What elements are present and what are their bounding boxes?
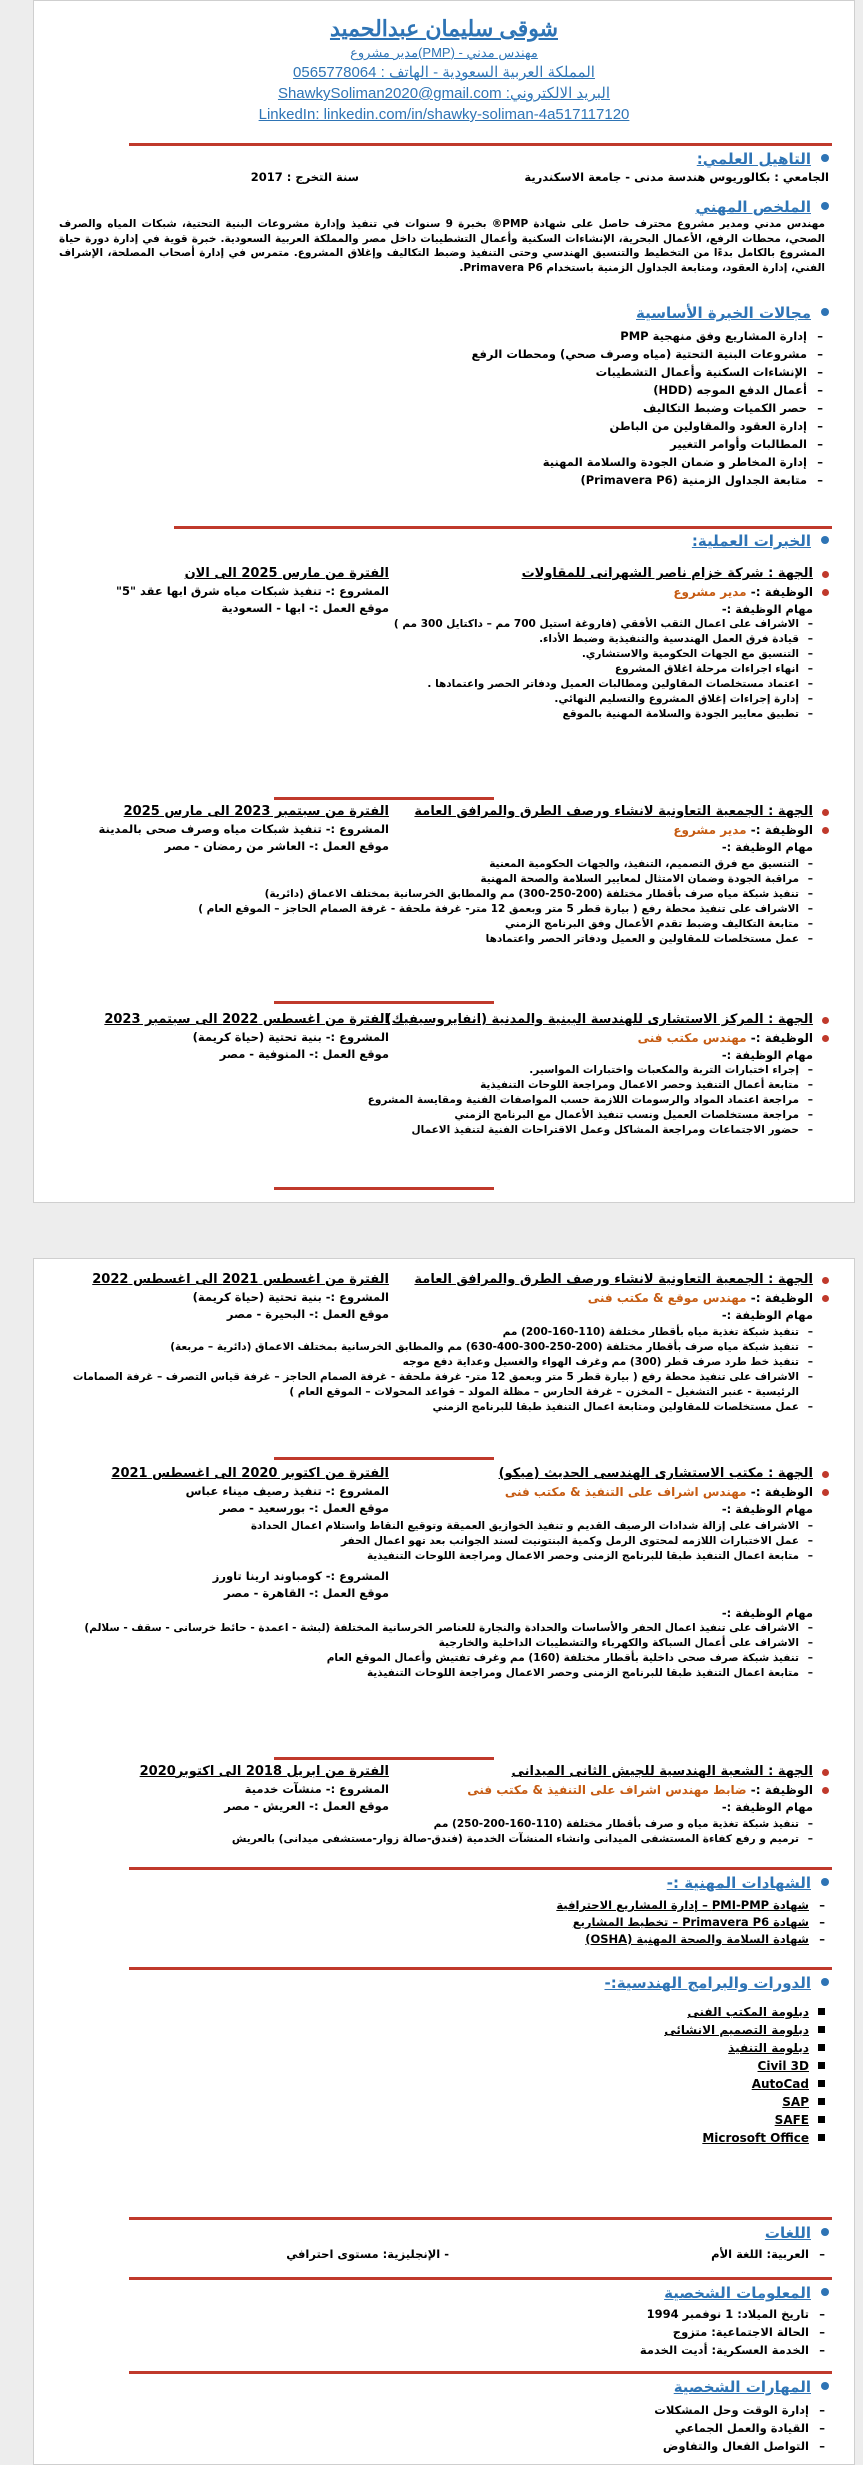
certificate-item: – شهادة PMI-PMP – إدارة المشاريع الاحترافية <box>59 1897 829 1914</box>
cv-page-1 <box>33 0 855 1203</box>
job-entry <box>59 1465 829 1679</box>
bullet-icon <box>821 2288 829 2296</box>
job-period: الفترة من اغسطس 2021 الى اغسطس 2022 <box>92 1272 389 1287</box>
cv-header <box>34 1 854 125</box>
course-item: دبلومة التصميم الانشائى <box>59 2021 829 2039</box>
divider <box>274 797 494 800</box>
job-entry <box>59 565 829 720</box>
task-item: – عمل الاختبارات اللازمه لمحتوى الرمل وكمية البنتونيت لسند الجوانب بعد تهو اعمال الحفر <box>59 1534 829 1549</box>
job-role: الوظيفة :- مهندس مكتب فنى <box>354 1029 829 1047</box>
job-project: المشروع :- كومباوند ارينا تاورز <box>212 1569 389 1583</box>
task-item: – الاشراف على إزالة شدادات الرصيف القديم و تنفيذ الخوازيق العميقة وتوقيع النقاط واستلام اعمال الحدادة <box>59 1519 829 1534</box>
job-site: موقع العمل :- القاهرة - مصر <box>224 1586 389 1600</box>
section-title: المهارات الشخصية <box>59 2377 829 2397</box>
task-item: – إدارة إجراءات إغلاق المشروع والتسليم النهائي. <box>354 692 829 707</box>
section-title: المعلومات الشخصية <box>59 2283 829 2303</box>
certificate-item: – شهادة السلامة والصحة المهنية (OSHA) <box>59 1931 829 1948</box>
task-item: – عمل مستخلصات للمقاولين و العميل ودفاتر الحصر واعتمادها <box>59 932 829 947</box>
task-item: – تنفيذ شبكة تغذية مياه و صرف بأقطار مختلفة (110-160-200-250) مم <box>59 1817 829 1832</box>
divider <box>129 2277 832 2280</box>
task-item: – متابعة اعمال التنفيذ طبقا للبرنامج الزمنى وحصر الاعمال ومراجعة اللوحات التنفيذية <box>59 1666 829 1681</box>
skill-item: – إدارة الوقت وحل المشكلات <box>59 2401 829 2419</box>
job-site: موقع العمل :- بورسعيد - مصر <box>219 1501 389 1515</box>
task-item: – الاشراف على أعمال السباكة والكهرباء والتشطيبات الداخلية والخارجية <box>59 1636 829 1651</box>
task-item: – التنسيق مع الجهات الحكومية والاستشاري. <box>354 647 829 662</box>
section-title: مجالات الخبرة الأساسية <box>59 303 829 323</box>
task-item: – عمل مستخلصات للمقاولين ومتابعة اعمال التنفيذ طبقا للبرنامج الزمني <box>59 1400 829 1415</box>
location-phone: المملكة العربية السعودية - الهاتف : 0565778064 <box>293 64 595 81</box>
section-title: الشهادات المهنية :- <box>59 1873 829 1893</box>
job-project: المشروع :- تنفيذ شبكات مياه شرق ابها عقد "5" <box>115 584 389 598</box>
language-english: - الإنجليزية: مستوى احترافي <box>286 2247 449 2261</box>
bullet-icon <box>821 308 829 316</box>
course-item: دبلومة التنفيذ <box>59 2039 829 2057</box>
list-item: – أعمال الدفع الموجه (HDD) <box>59 381 827 399</box>
task-item: – الاشراف على تنفيذ محطة رفع ( بيارة قطر 5 متر وبعمق 12 متر- غرفة ملحقة - غرفة الصمام الحاجز – الموقع العام ) <box>59 902 829 917</box>
tasks-label: مهام الوظيفة :- <box>721 1606 813 1620</box>
course-item: SAFE <box>59 2111 829 2129</box>
bullet-icon <box>821 2228 829 2236</box>
list-item: – المطالبات وأوامر التغيير <box>59 435 827 453</box>
task-item: – تنفيذ شبكة صرف صحى داخلية بأقطار مختلفة (160) مم وغرف تفتيش وأعمال الموقع العام <box>59 1651 829 1666</box>
languages-section <box>59 2223 829 2265</box>
job-project: المشروع :- بنية تحتية (حياة كريمة) <box>192 1030 389 1044</box>
task-item: – الاشراف على تنفيذ اعمال الحفر والأساسات والحدادة والنجارة للعناصر الخرسانية المختلفة (لبشة - اعمدة - حائط خرسانى - سقف - سلالم) <box>59 1621 829 1636</box>
job-period: الفترة من مارس 2025 الى الان <box>184 566 389 581</box>
list-item: – إدارة المخاطر و ضمان الجودة والسلامة المهنية <box>59 453 827 471</box>
job-site: موقع العمل :- البحيرة - مصر <box>226 1307 389 1321</box>
job-project: المشروع :- تنفيذ رصيف ميناء عباس <box>185 1484 389 1498</box>
list-item: – الإنشاءات السكنية وأعمال التشطيبات <box>59 363 827 381</box>
list-item: – إدارة المشاريع وفق منهجية PMP <box>59 327 827 345</box>
tasks-label: مهام الوظيفة :- <box>721 602 813 616</box>
job-entity: الجهة : الجمعية التعاونية لانشاء ورصف الطرق والمرافق العامة <box>354 1271 829 1289</box>
divider <box>274 1457 494 1460</box>
task-item: – تنفيذ شبكة مياه صرف بأقطار مختلفة (200-250-300-400-630) مم والمطابق الخرسانية بمختلف الاعماق (دائرية – مربعة) <box>59 1340 829 1355</box>
courses-section <box>59 1973 829 2147</box>
bullet-icon <box>821 536 829 544</box>
task-item: – الاشراف على تنفيذ محطة رفع ( بيارة قطر 5 متر وبعمق 12 متر- غرفة ملحقة - غرفة الصمام الحاجز – غرفة قياس التصرف – غرفة الصمامات الرئيسية - عنبر التشغيل – المخزن – غرفة الحارس – مظلة المولد – قواعد المحولات – الموقع العام ) <box>59 1370 829 1400</box>
list-item: – متابعة الجداول الزمنية (Primavera P6) <box>59 471 827 489</box>
bullet-icon <box>821 202 829 210</box>
summary-text: مهندس مدني ومدير مشروع محترف حاصل على شهادة PMP® بخبرة 9 سنوات في تنفيذ وإدارة مشروعات البنية التحتية، شبكات المياه والصرف الصحي، محطات الرفع، الأعمال البحرية، الإنشاءات السكنية وأعمال التشطيبات داخل مصر والمملكة العربية السعودية. خبرة قوية في إدارة دورة حياة المشروع بالكامل بدءًا من التخطيط والتنسيق الهندسي وحتى التنفيذ وضبط التكاليف وإغلاق المشروع. متمرس في إدارة أصحاب المصلحة، الإشراف الفني، إدارة العقود، ومتابعة الجداول الزمنية باستخدام Primavera P6. <box>59 218 825 274</box>
job-role: الوظيفة :- مدير مشروع <box>354 583 829 601</box>
tasks-label: مهام الوظيفة :- <box>721 1308 813 1322</box>
skills-section <box>59 2377 829 2455</box>
task-item: – إجراء اختبارات التربة والمكعبات واختبارات المواسير. <box>354 1063 829 1078</box>
job-site: موقع العمل :- العاشر من رمضان - مصر <box>164 839 389 853</box>
task-item: – تطبيق معايير الجودة والسلامة المهنية بالموقع <box>354 707 829 722</box>
job-role: الوظيفة :- ضابط مهندس اشراف على التنفيذ & مكتب فنى <box>354 1781 829 1799</box>
tasks-label: مهام الوظيفة :- <box>721 1800 813 1814</box>
job-site: موقع العمل :- المنوفية - مصر <box>219 1047 389 1061</box>
divider <box>174 526 832 529</box>
section-title: اللغات <box>59 2223 829 2243</box>
bullet-icon <box>821 1978 829 1986</box>
skill-item: – القيادة والعمل الجماعي <box>59 2419 829 2437</box>
task-item: – متابعة التكاليف وضبط تقدم الأعمال وفق البرنامج الزمني <box>59 917 829 932</box>
personal-section <box>59 2283 829 2359</box>
task-item: – مراقبة الجودة وضمان الامتثال لمعايير السلامة والصحة المهنية <box>59 872 829 887</box>
section-title: الخبرات العملية: <box>59 531 829 551</box>
job-site: موقع العمل :- العريش - مصر <box>224 1799 389 1813</box>
divider <box>129 2371 832 2374</box>
job-entity: الجهة : الشعبة الهندسية للجيش الثانى الميدانى <box>354 1763 829 1781</box>
expertise-section <box>59 303 829 489</box>
divider <box>129 143 832 146</box>
bullet-icon <box>821 154 829 162</box>
job-role: الوظيفة :- مدير مشروع <box>354 821 829 839</box>
divider <box>274 1757 494 1760</box>
task-item: – الاشراف على اعمال الثقب الأفقي (فاروغة استيل 700 مم – داكتايل 300 مم ) <box>354 617 829 632</box>
list-item: – حصر الكميات وضبط التكاليف <box>59 399 827 417</box>
task-item: – قيادة فرق العمل الهندسية والتنفيذية وضبط الأداء. <box>354 632 829 647</box>
divider <box>129 1867 832 1870</box>
divider <box>129 1967 832 1970</box>
tasks-label: مهام الوظيفة :- <box>721 1502 813 1516</box>
course-item: AutoCad <box>59 2075 829 2093</box>
task-item: – تنفيذ شبكة مياه صرف بأقطار مختلفة (200-250-300) مم والمطابق الخرسانية بمختلف الاعماق (دائرية) <box>59 887 829 902</box>
section-title: الملخص المهني <box>59 197 829 217</box>
personal-item: – الخدمة العسكرية: أديت الخدمة <box>59 2341 829 2359</box>
tasks-label: مهام الوظيفة :- <box>721 1048 813 1062</box>
course-item: Civil 3D <box>59 2057 829 2075</box>
task-item: – تنفيذ خط طرد صرف قطر (300) مم وغرف الهواء والغسيل وعداية دفع موجه <box>59 1355 829 1370</box>
skill-item: – التواصل الفعال والتفاوض <box>59 2437 829 2455</box>
task-item: – مراجعة اعتماد المواد والرسومات اللازمة حسب المواصفات الفنية ومقايسة المشروع <box>354 1093 829 1108</box>
task-item: – انهاء اجراءات مرحلة اغلاق المشروع <box>354 662 829 677</box>
personal-item: – الحالة الاجتماعية: متزوج <box>59 2323 829 2341</box>
section-title: الدورات والبرامج الهندسية:- <box>59 1973 829 1993</box>
job-entity: الجهة : المركز الاستشارى للهندسة البينية والمدنية (انفايروسيفيك) <box>354 1011 829 1029</box>
task-item: – ترميم و رفع كفاءة المستشفى الميدانى وانشاء المنشآت الخدمية (فندق-صالة زوار-مستشفى ميدانى) بالعريش <box>59 1832 829 1847</box>
certificate-item: – شهادة Primavera P6 – تخطيط المشاريع <box>59 1914 829 1931</box>
course-item: دبلومة المكتب الفنى <box>59 2003 829 2021</box>
job-entry <box>59 1763 829 1845</box>
candidate-name: شوقى سليمان عبدالحميد <box>329 16 559 41</box>
graduation-year: سنة التخرج : 2017 <box>250 170 359 184</box>
personal-item: – تاريخ الميلاد: 1 نوفمبر 1994 <box>59 2305 829 2323</box>
job-project: المشروع :- منشآت خدمية <box>244 1782 389 1796</box>
task-item: – التنسيق مع فرق التصميم، التنفيذ، والجهات الحكومية المعنية <box>59 857 829 872</box>
cv-page-2 <box>33 1258 855 2465</box>
task-item: – تنفيذ شبكة تغذية مياه بأقطار مختلفة (110-160-200) مم <box>59 1325 829 1340</box>
task-item: – متابعة اعمال التنفيذ طبقا للبرنامج الزمنى وحصر الاعمال ومراجعة اللوحات التنفيذية <box>59 1549 829 1564</box>
job-role: الوظيفة :- مهندس موقع & مكتب فنى <box>354 1289 829 1307</box>
job-entry <box>59 803 829 945</box>
job-period: الفترة من اغسطس 2022 الى سبتمبر 2023 <box>104 1012 389 1027</box>
email-link[interactable]: البريد الالكتروني: ShawkySoliman2020@gmail.com <box>277 85 611 102</box>
education-section <box>59 149 829 187</box>
course-item: Microsoft Office <box>59 2129 829 2147</box>
divider <box>274 1001 494 1004</box>
job-role: الوظيفة :- مهندس اشراف على التنفيذ & مكتب فنى <box>354 1483 829 1501</box>
job-site: موقع العمل :- ابها - السعودية <box>221 601 389 615</box>
section-title: التاهيل العلمي: <box>59 149 829 169</box>
bullet-icon <box>821 2382 829 2390</box>
certificates-section <box>59 1873 829 1948</box>
list-item: – إدارة العقود والمقاولين من الباطن <box>59 417 827 435</box>
job-entity: الجهة : الجمعية التعاونية لانشاء ورصف الطرق والمرافق العامة <box>354 803 829 821</box>
divider <box>129 2217 832 2220</box>
job-period: الفترة من سبتمبر 2023 الى مارس 2025 <box>123 804 389 819</box>
divider <box>274 1187 494 1190</box>
summary-section <box>59 197 829 275</box>
bullet-icon <box>821 1878 829 1886</box>
job-project: المشروع :- بنية تحتية (حياة كريمة) <box>192 1290 389 1304</box>
job-period: الفترة من ابريل 2018 الى اكتوبر2020 <box>139 1764 389 1779</box>
list-item: – مشروعات البنية التحتية (مياه وصرف صحي) ومحطات الرفع <box>59 345 827 363</box>
job-entry <box>59 1011 829 1136</box>
task-item: – مراجعة مستخلصات العميل ونسب تنفيذ الأعمال مع البرنامج الزمني <box>354 1108 829 1123</box>
job-project: المشروع :- تنفيذ شبكات مياه وصرف صحى بالمدينة <box>98 822 389 836</box>
education-degree: الجامعي : بكالوريوس هندسة مدنى - جامعة الاسكندرية <box>524 170 829 184</box>
task-item: – اعتماد مستخلصات المقاولين ومطالبات العميل ودفاتر الحصر واعتمادها . <box>354 677 829 692</box>
task-item: – حضور الاجتماعات ومراجعة المشاكل وعمل الاقتراحات الفنية لتنفيذ الاعمال <box>354 1123 829 1138</box>
language-arabic: – العربية: اللغة الأم <box>711 2245 829 2263</box>
candidate-title: مهندس مدني - (PMP)مدير مشروع <box>350 45 538 60</box>
job-entry <box>59 1271 829 1413</box>
course-item: SAP <box>59 2093 829 2111</box>
task-item: – متابعة أعمال التنفيذ وحصر الاعمال ومراجعة اللوحات التنفيذية <box>354 1078 829 1093</box>
tasks-label: مهام الوظيفة :- <box>721 840 813 854</box>
linkedin-link[interactable]: LinkedIn: linkedin.com/in/shawky-soliman-4a517117120 <box>258 106 630 123</box>
job-entity: الجهة : مكتب الاستشارى الهندسى الحديث (ميكو) <box>354 1465 829 1483</box>
job-period: الفترة من اكتوبر 2020 الى اغسطس 2021 <box>111 1466 389 1481</box>
experience-section <box>59 531 829 551</box>
job-entity: الجهة : شركة خزام ناصر الشهرانى للمقاولات <box>354 565 829 583</box>
